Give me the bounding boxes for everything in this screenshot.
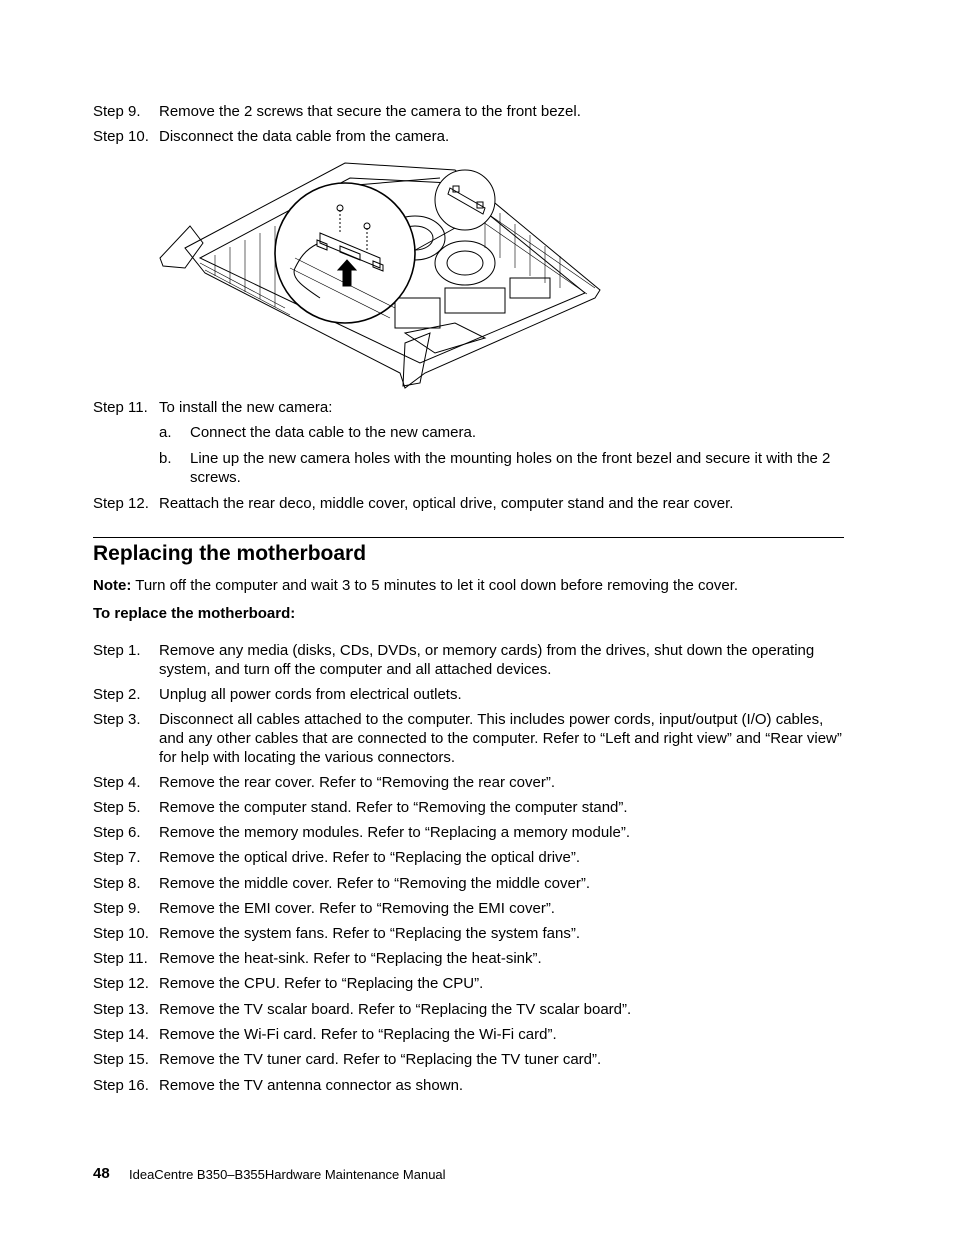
step-15 — [93, 1050, 848, 1069]
step-number: Step 15. — [93, 1051, 149, 1068]
step-number: Step 13. — [93, 1001, 149, 1018]
step-number: Step 5. — [93, 799, 141, 816]
step-number: Step 11. — [93, 399, 148, 416]
step-number: Step 12. — [93, 975, 149, 992]
step-11 — [93, 949, 848, 968]
step-13 — [93, 1000, 848, 1019]
substep-letter: b. — [159, 450, 172, 467]
step-9-camera — [93, 102, 848, 121]
step-10 — [93, 924, 848, 943]
step-number: Step 1. — [93, 642, 141, 659]
step-16 — [93, 1076, 848, 1095]
step-8 — [93, 874, 848, 893]
step-number: Step 2. — [93, 686, 141, 703]
step-14 — [93, 1025, 848, 1044]
step-number: Step 7. — [93, 849, 141, 866]
step-text: Reattach the rear deco, middle cover, optical drive, computer stand and the rear cover. — [159, 495, 734, 512]
step-number: Step 14. — [93, 1026, 149, 1043]
substep-letter: a. — [159, 424, 172, 441]
step-number: Step 8. — [93, 875, 141, 892]
step-text: Remove the computer stand. Refer to “Removing the computer stand”. — [159, 799, 628, 816]
step-number: Step 6. — [93, 824, 141, 841]
step-number: Step 16. — [93, 1077, 149, 1094]
step-text: Remove the TV scalar board. Refer to “Replacing the TV scalar board”. — [159, 1001, 632, 1018]
note — [93, 576, 848, 595]
step-text: Remove the middle cover. Refer to “Removing the middle cover”. — [159, 875, 591, 892]
step-number: Step 12. — [93, 495, 149, 512]
step-2 — [93, 685, 848, 704]
step-12-reattach — [93, 494, 848, 513]
section-title: Replacing the motherboard — [93, 542, 367, 565]
manual-title: IdeaCentre B350–B355Hardware Maintenance Manual — [129, 1167, 446, 1182]
step-text: Remove the TV antenna connector as shown. — [159, 1077, 464, 1094]
note-label: Note: — [93, 577, 132, 594]
substep-text: Line up the new camera holes with the mounting holes on the front bezel and secure it with the 2 screws. — [190, 450, 831, 486]
step-12 — [93, 974, 848, 993]
step-number: Step 9. — [93, 103, 141, 120]
note-text: Turn off the computer and wait 3 to 5 minutes to let it cool down before removing the cover. — [131, 577, 739, 594]
step-text: Disconnect all cables attached to the computer. This includes power cords, input/output (I/O) cables, and any other cables that are connected to the computer. Refer to “Left and right view” and “Rear view” for help with locating the various connectors. — [159, 711, 842, 766]
step-text: To install the new camera: — [159, 399, 333, 416]
step-10-camera — [93, 127, 848, 146]
step-text: Remove the TV tuner card. Refer to “Replacing the TV tuner card”. — [159, 1051, 602, 1068]
step-5 — [93, 798, 848, 817]
step-number: Step 11. — [93, 950, 148, 967]
substep-b — [159, 449, 849, 487]
step-9 — [93, 899, 848, 918]
step-text: Remove the EMI cover. Refer to “Removing the EMI cover”. — [159, 900, 555, 917]
step-number: Step 10. — [93, 925, 149, 942]
camera-removal-figure — [155, 158, 605, 393]
step-text: Remove any media (disks, CDs, DVDs, or memory cards) from the drives, shut down the operating system, and turn off the computer and all attached devices. — [159, 642, 815, 678]
step-11-install — [93, 398, 848, 417]
step-number: Step 3. — [93, 711, 141, 728]
step-text: Disconnect the data cable from the camera. — [159, 128, 450, 145]
page-number: 48 — [93, 1165, 110, 1182]
step-7 — [93, 848, 848, 867]
step-text: Remove the system fans. Refer to “Replacing the system fans”. — [159, 925, 581, 942]
step-number: Step 9. — [93, 900, 141, 917]
step-6 — [93, 823, 848, 842]
step-4 — [93, 773, 848, 792]
step-text: Remove the 2 screws that secure the camera to the front bezel. — [159, 103, 581, 120]
substep-text: Connect the data cable to the new camera. — [190, 424, 477, 441]
step-number: Step 10. — [93, 128, 149, 145]
section-divider — [93, 537, 844, 538]
step-number: Step 4. — [93, 774, 141, 791]
step-text: Remove the heat-sink. Refer to “Replacing the heat-sink”. — [159, 950, 542, 967]
substep-a — [159, 423, 849, 442]
step-3 — [93, 710, 848, 767]
step-text: Remove the CPU. Refer to “Replacing the CPU”. — [159, 975, 484, 992]
step-text: Unplug all power cords from electrical outlets. — [159, 686, 462, 703]
step-1 — [93, 641, 848, 679]
step-text: Remove the memory modules. Refer to “Replacing a memory module”. — [159, 824, 631, 841]
step-text: Remove the rear cover. Refer to “Removing the rear cover”. — [159, 774, 555, 791]
step-text: Remove the optical drive. Refer to “Replacing the optical drive”. — [159, 849, 581, 866]
procedure-title: To replace the motherboard: — [93, 605, 296, 622]
step-text: Remove the Wi-Fi card. Refer to “Replacing the Wi-Fi card”. — [159, 1026, 557, 1043]
